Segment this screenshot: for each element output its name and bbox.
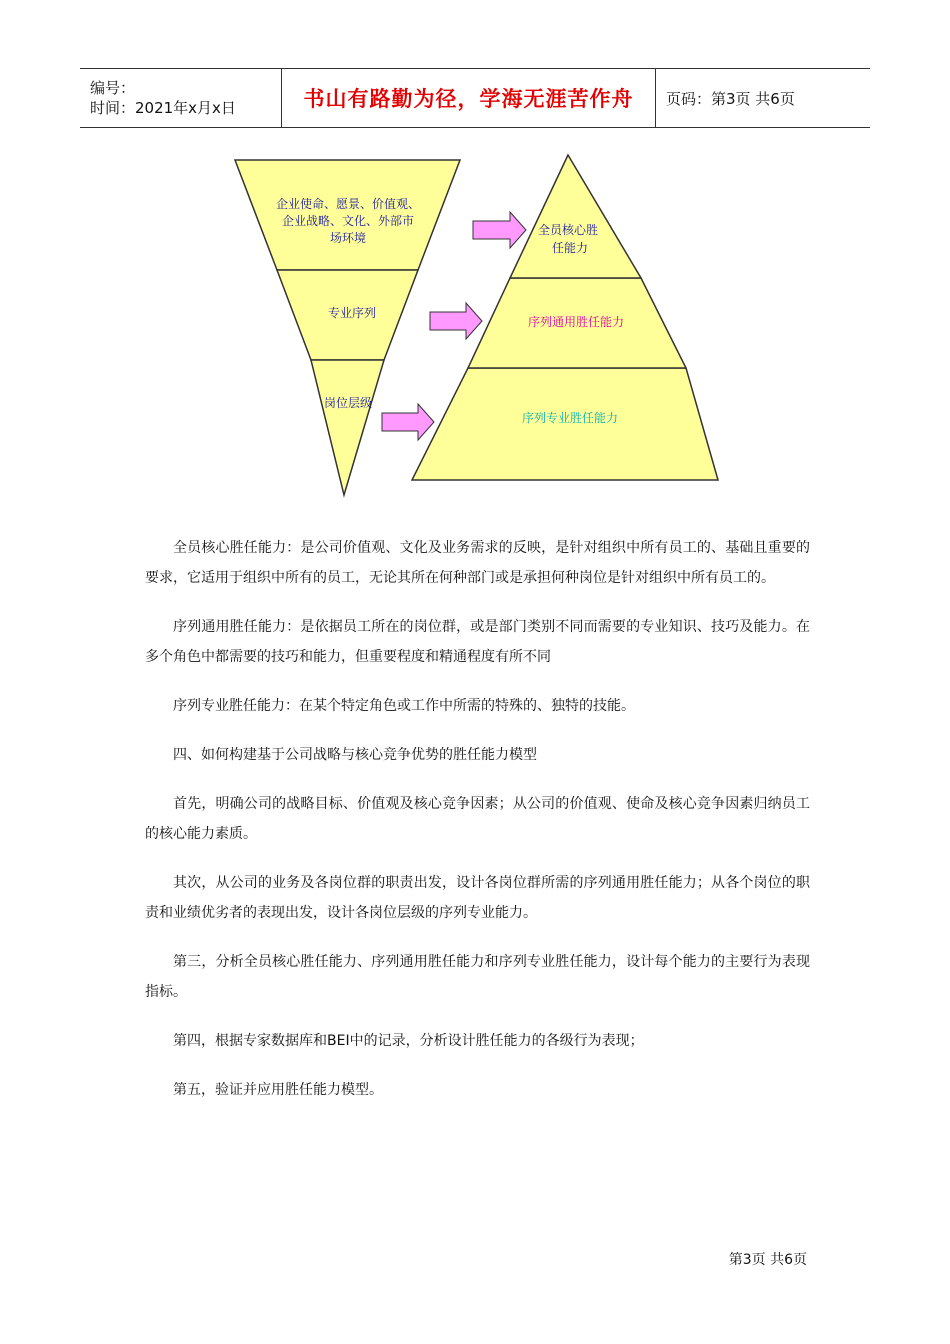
arrow-to-general: [430, 303, 482, 339]
paragraph-step-1: 首先，明确公司的战略目标、价值观及核心竞争因素；从公司的价值观、使命及核心竞争因素归纳员工的核心能力素质。: [145, 796, 810, 842]
inverted-top-line-2: 企业战略、文化、外部市: [281, 214, 415, 228]
pyramid-middle-label: 序列通用胜任能力: [527, 315, 625, 329]
document-header: [80, 68, 870, 128]
competency-diagram: [230, 150, 730, 500]
section-heading-4: 四、如何构建基于公司战略与核心竞争优势的胜任能力模型: [173, 747, 537, 763]
paragraph-general-competency: 序列通用胜任能力：是依据员工所在的岗位群，或是部门类别不同而需要的专业知识、技巧及能力。在多个角色中都需要的技巧和能力，但重要程度和精通程度有所不同: [145, 619, 810, 665]
inverted-triangle: [235, 160, 460, 495]
slogan-text: 书山有路勤为径，学海无涯苦作舟: [303, 87, 634, 111]
page-info-text: 页码：第3页 共6页: [666, 89, 795, 108]
document-code-label: 编号：: [90, 79, 136, 97]
document-time-label: 时间：2021年x月x日: [90, 99, 236, 117]
arrow-to-core: [473, 212, 526, 248]
inverted-triangle-bottom-section: [311, 360, 384, 495]
paragraph-step-3: 第三，分析全员核心胜任能力、序列通用胜任能力和序列专业胜任能力，设计每个能力的主要行为表现指标。: [145, 954, 810, 1000]
inverted-bottom-label: 岗位层级: [323, 396, 373, 410]
inverted-top-line-3: 场环境: [329, 231, 367, 245]
footer-page-number: 第3页 共6页: [728, 1252, 807, 1268]
inverted-top-line-1: 企业使命、愿景、价值观、: [275, 197, 421, 211]
paragraph-step-4: 第四，根据专家数据库和BEI中的记录，分析设计胜任能力的各级行为表现；: [173, 1033, 644, 1049]
pyramid-top-line-2: 任能力: [551, 241, 589, 255]
header-meta: [80, 69, 282, 127]
page-footer: [729, 1249, 807, 1269]
inverted-middle-label: 专业序列: [327, 306, 377, 320]
pyramid-top-section: [510, 155, 641, 278]
paragraph-step-2: 其次，从公司的业务及各岗位群的职责出发，设计各岗位群所需的序列通用胜任能力；从各个岗位的职责和业绩优劣者的表现出发，设计各岗位层级的序列专业能力。: [145, 875, 810, 921]
paragraph-professional-competency: 序列专业胜任能力：在某个特定角色或工作中所需的特殊的、独特的技能。: [173, 698, 635, 714]
document-body: [145, 533, 810, 1124]
pyramid-top-line-1: 全员核心胜: [537, 223, 599, 237]
paragraph-step-5: 第五，验证并应用胜任能力模型。: [173, 1082, 383, 1098]
arrow-to-professional: [382, 404, 434, 440]
paragraph-core-competency: 全员核心胜任能力：是公司价值观、文化及业务需求的反映，是针对组织中所有员工的、基础且重要的要求，它适用于组织中所有的员工，无论其所在何种部门或是承担何种岗位是针对组织中所有员工的。: [145, 540, 810, 586]
header-slogan: [282, 69, 656, 127]
header-page-info: [656, 69, 870, 127]
pyramid-bottom-label: 序列专业胜任能力: [521, 411, 619, 425]
